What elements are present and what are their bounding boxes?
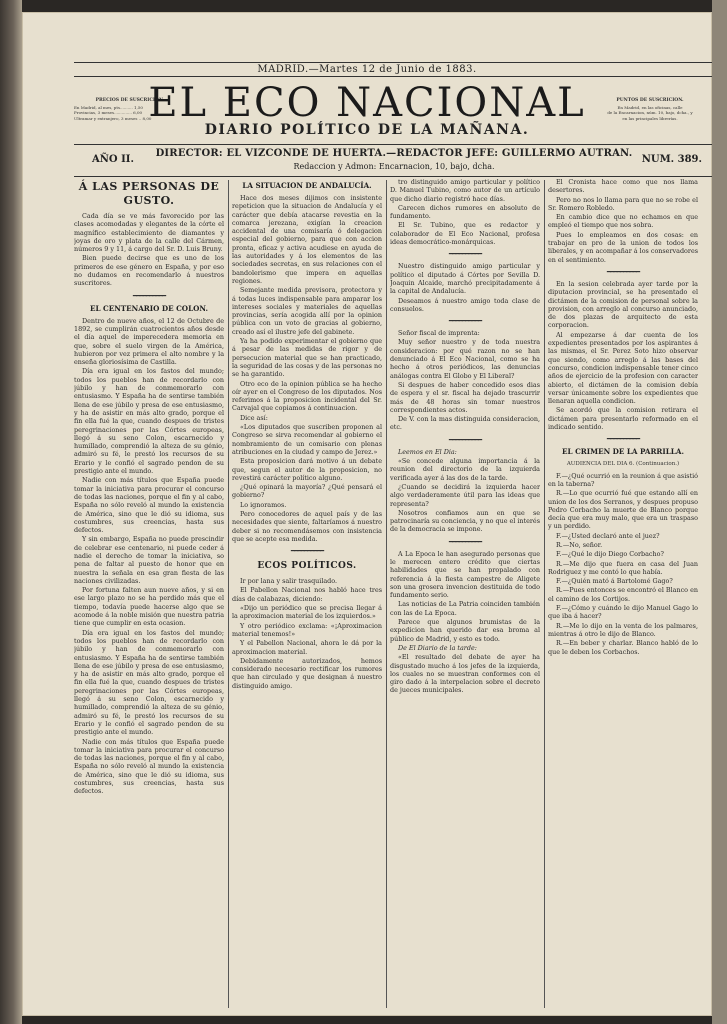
paragraph: Lo ignoramos. [240,500,287,509]
subheading-audiencia: AUDIENCIA DEL DIA 6. (Continuacion.) [566,461,680,468]
paragraph: A La Epoca le han asegurado personas que le merecen entero crédito que ciertas habilidades que se han propalado con referencia á la fiesta campestre de Aligete son una grosera invencion destituida de todo fundamento serio. [390,549,540,600]
paragraph: «El resultado del debate de ayer ha disgustado mucho á los jefes de la izquierda, los cuales no se muestran conformes con el giro dado á la interpelacion sobre el decreto de jueces municipales. [390,653,540,695]
paragraph: Carecen dichos rumores en absoluto de fundamento. [390,203,540,221]
paragraph: tro distinguido amigo particular y político D. Manuel Tubino, como autor de un artículo que dicho diario registró hace días. [390,178,540,203]
section-divider: ━━━━━━━━━━ [290,547,324,556]
paragraph: Si despues de haber concedido esos dias de espera y el sr. fiscal ha dejado trascurrir más de 48 horas sin tomar nuestros correspondientes actos. [390,380,540,414]
paragraph: Pues lo empleamos en dos cosas: en trabajar en pro de la union de todos los liberales, y en acompañar á los conservadores en el sentimiento. [548,230,698,264]
paragraph: Muy señor nuestro y de toda nuestra consideracion: por qué razon no se han denunciado á El Eco Nacional, como se ha hecho á otros periódicos, las denuncias análogas contra El Globo y El Liberal? [390,338,540,380]
paragraph: ¿Qué opinará la mayoría? ¿Qué pensará el gobierno? [232,483,382,500]
paragraph: El Pabellon Nacional nos habló hace tres días de calabazas, diciendo: [232,586,382,603]
section-divider: ━━━━━━━━━━ [606,267,640,276]
issue-year: AÑO II. [92,154,134,165]
paragraph: R.—Me lo dijo en la venta de los palmares, mientras á otro le dijo de Blanco. [548,621,698,638]
headline-situacion-andalucia: LA SITUACION DE ANDALUCÍA. [242,181,372,190]
section-divider: ━━━━━━━━━━ [448,250,482,259]
section-divider: ━━━━━━━━━━ [448,317,482,326]
column-3 [390,178,540,1016]
section-divider: ━━━━━━━━━━ [448,435,482,444]
column-2 [232,178,382,1016]
paragraph: Hace dos meses dijimos con insistente repeticion que la situacion de Andalucía y el carácter que debía atacarse revestia en la comarca jerezana, exigían la creacion accidental de una comisaría ó delegacion especial del gobierno, para que con accion pronta, eficaz y activa acudiese en ayuda de las autoridades y á los elementos de las sociedades secretas, en sus relaciones con el bandolerismo que impera en aquellas regiones. [232,194,382,285]
paragraph: Dentro de nueve años, el 12 de Octubre de 1892, se cumplirán cuatrocientos años desde el día aquel de imperecedera memoria en que, sobre el suelo virgen de la América, hubieron por vez primera el alto nombre y la enseña gloriosísima de Castilla. [74,316,224,367]
page-edge-right [712,0,727,1024]
subscription-points-title: PUNTOS DE SUSCRICION. [616,98,684,103]
paragraph: En cambio dice que no echamos en que empleó el tiempo que nos sobra. [548,213,698,230]
header-rule-mid [74,76,712,77]
paragraph: F.—¿Qué ocurrió en la reunion á que asistió en la taberna? [548,471,698,488]
quote-heading: Leemos en El Dia: [398,447,457,456]
info-bar [74,146,712,176]
paragraph: Pero conocedores de aquel país y de las necesidades que siente, faltaríamos á nuestro deber si no recomendásemos con insistencia que se acepte esa medida. [232,509,382,543]
paragraph: Bien puede decirse que es uno de los primeros de ese género en España, y por eso no dudamos en recomendarlo á nuestros suscritores. [74,254,224,288]
quote-heading: De El Diario de la tarde: [398,643,477,652]
subscription-points-block [594,98,706,121]
points-line: En Madrid, en las oficinas, calle [617,104,683,110]
column-rule [386,180,387,1008]
paragraph: R.—Lo que ocurrió fué que estando allí en union de los dos Serranos, y despues propuso Pedro Corbacho la muerte de Blanco porque decía que era muy malo, que era un traspaso y un perdido. [548,489,698,531]
paragraph: Día era igual en los fastos del mundo; todos los pueblos han de recordarlo con júbilo y han de conmemorarlo con entusiasmo. Y España ha de sentirse también llena de ese júbilo y presa de ese entusiasmo, y ha de asistir en más alto grado, porque el fin ella fué la que, cuando despues de tristes peregrinaciones por las Córtes europeas, llegó á su seno Colon, escarnecido y humillado, comprendió la alteza de su génio, admiró su fé, le prestó los recursos de su Erario y le confió el sagrado pendon de su prestigio ante el mundo. [74,367,224,476]
paragraph: Y otro periódico exclama: «¡Aproximacion material tenemos!» [232,621,382,638]
price-line: Provincias, 3 meses.............. 6,00 [74,110,143,115]
masthead-subtitle: DIARIO POLÍTICO DE LA MAÑANA. [204,122,530,138]
paragraph: Deseamos á nuestro amigo toda clase de consuelos. [390,296,540,313]
address-line: Redaccion y Admon: Encarnacion, 10, bajo, dcha. [293,162,495,171]
paragraph: Debidamente autorizados, hemos considerado necesario rectificar los rumores que han circulado y que designan á nuestro distinguido amigo. [232,656,382,690]
price-line: Ultramar y extranjero, 3 meses .. 8,00 [74,115,152,121]
section-divider: ━━━━━━━━━━ [448,537,482,546]
paragraph: «Se concede alguna importancia á la reunion del directorio de la izquierda verificada ayer á las dos de la tarde. [390,457,540,482]
paragraph: Nosotros confiamos aun en que se patrocinaría su conciencia, y no que el interés de la democracia se impone. [390,508,540,534]
header-rule-lower [74,144,712,145]
paragraph: Parece que algunos brumistas de la expedicion han querido dar esa broma al público de Madrid, y esto es todo. [390,618,540,643]
paragraph: Y sin embargo, España no puede prescindir de celebrar ese centenario, ni puede ceder á nadie el derecho de tomar la iniciativa, so pena de faltar al puesto de honor que en nuestra la señala en esa gran fiesta de las naciones civilizadas. [74,535,224,585]
paragraph: R.—No, señor. [556,540,603,549]
price-line: En Madrid, al mes, pts.......... 1,50 [74,104,143,110]
paragraph: Al empezarse á dar cuenta de los expedientes presentados por los aspirantes á las mismas, el Sr. Perez Soto hizo observar que siendo, como arreglo á las bases del concurso, condicion indispensable tener cinco años de ejercicio de la profesion con caracter abierto, el dictámen de la comision debía versar únicamente sobre los expedientes que llenaran aquella condicion. [548,330,698,406]
paragraph: Ir por lana y salir trasquilado. [240,577,338,586]
paragraph: Nadie con más títulos que España puede tomar la iniciativa para procurar el concurso de todas las naciones, porque el fin y al cabo, España no sólo reveló al mundo la existencia de América, sino que le dió su idioma, sus costumbres, sus creencias, hasta sus defectos. [74,737,224,796]
paragraph: R.—Me dijo que fuera en casa del Juan Rodriguez y me contó lo que había. [548,559,698,576]
director-line: DIRECTOR: EL VIZCONDE DE HUERTA.—REDACTOR JEFE: GUILLERMO AUTRAN. [155,148,633,159]
paragraph: F.—¿Usted declaró ante el juez? [556,531,660,540]
paragraph: Día era igual en los fastos del mundo; todos los pueblos han de recordarlo con júbilo y han de conmemorarlo con entusiasmo. Y España ha de sentirse también llena de ese júbilo y presa de ese entusiasmo, y ha de asistir en más alto grado, porque el fin ella fué la que, cuando despues de tristes peregrinaciones por las Córtes europeas, llegó á su seno Colon, escarnecido y humillado, comprendió la alteza de su génio, admiró su fé, le prestó los recursos de su Erario y le confió el sagrado pendon de su prestigio ante el mundo. [74,628,224,737]
paragraph: Cada día se ve más favorecido por las clases acomodadas y elegantes de la córte el magnífico establecimiento de diamantes y joyas de oro y plata de la calle del Cármen, números 9 y 11, á cargo del Sr. D. Luis Bruny. [74,212,224,254]
book-spine-edge [0,0,22,1024]
headline-crimen-parrilla: EL CRIMEN DE LA PARRILLA. [562,447,684,457]
column-rule [228,180,229,1008]
paragraph: En la sesion celebrada ayer tarde por la diputacion provincial, se ha presentado el dictámen de la comision de personal sobre la provision, con arreglo al concurso anunciado, de dos plazas de arquitecto de esta corporacion. [548,279,698,330]
paragraph: Las noticias de La Patria coinciden también con las de La Epoca. [390,600,540,617]
subscription-prices-title: PRECIOS DE SUSCRICION. [95,98,165,103]
paragraph: Dice así: [240,413,268,422]
paragraph: R.—En beber y charlar. Blanco habló de lo que le deben los Corbachos. [548,639,698,656]
header-rule-top [74,62,712,63]
paragraph: R.—Pues entonces se encontró el Blanco en el camino de los Cortijos. [548,586,698,603]
masthead-title: EL ECO NACIONAL [148,80,586,126]
dateline: MADRID.—Martes 12 de Junio de 1883. [257,64,477,75]
paragraph: F.—¿Qué le dijo Diego Corbacho? [556,550,664,559]
headline-centenario-colon: EL CENTENARIO DE COLON. [90,303,208,313]
paragraph: Pero no nos lo llama para que no se robe el Sr. Romero Robledo. [548,195,698,212]
section-divider: ━━━━━━━━━━ [132,291,166,300]
paragraph: Se acordó que la comision retirara el dictámen para presentarlo reformado en el indicado sentido. [548,406,698,432]
paragraph: F.—¿Cómo y cuándo le dijo Manuel Gago lo que iba á hacer? [548,604,698,621]
paragraph: «Dijo un periódico que se precisa llegar á la aproximacion material de los izquierdos.» [232,604,382,621]
paragraph: Esta proposicion dará motivo á un debate que, segun el autor de la proposicion, no revestirá carácter político alguno. [232,457,382,482]
headline-personas-gusto: Á LAS PERSONAS DE GUSTO. [78,180,220,207]
paragraph: F.—¿Quién mató á Bartolomé Gago? [556,577,673,586]
column-4 [548,178,698,1016]
paragraph: El Cronista hace como que nos llama desertores. [548,178,698,195]
column-1 [74,178,224,1016]
paragraph: Semejante medida previsora, protectora y á todas luces indispensable para amparar los intereses sociales y materiales de aquellas provincias, sería acogida allí por la opinion pública con un voto de gracias al gobierno, creado así el ilustre jefe del gabinete. [232,286,382,336]
newspaper-page [22,12,712,1016]
paragraph: «Los diputados que suscriben proponen al Congreso se sirva recomendar al gobierno el nombramiento de un comisario con plenas atribuciones en la ciudad y campo de Jerez.» [232,423,382,456]
paragraph: Señor fiscal de imprenta: [398,329,480,338]
points-line: en las principales librerías. [622,115,678,121]
paragraph: Nadie con más títulos que España puede tomar la iniciativa para procurar el concurso de todas las naciones, porque el fin y al cabo, España no sólo reveló al mundo la existencia de América, sino que le dió su idioma, sus costumbres, sus creencias, hasta sus defectos. [74,476,224,535]
points-line: de la Encarnacion, núm. 10, bajo, dcha., y [607,110,693,115]
paragraph: Ya ha podido experimentar el gobierno que á pesar de las medidas de rigor y de persecucion material que se han practicado, la seguridad de las cosas y de las personas no se ha garantido. [232,337,382,379]
paragraph: Por fortuna falten aun nueve años, y si en ese largo plazo no se ha perdido más que el tiempo, todavía puede hacerse algo que se acomode á la noble misión que nuestra patria tiene que cumplir en esta ocasion. [74,586,224,628]
column-rule [544,180,545,1008]
paragraph: Y el Pabellon Nacional, ahora le dá por la aproximacion material. [232,639,382,656]
issue-number: NUM. 389. [641,154,702,165]
paragraph: ¿Cuando se decidirá la izquierda hacer algo verdaderamente útil para las ideas que representa? [390,482,540,508]
headline-ecos-politicos: ECOS POLÍTICOS. [257,561,357,572]
section-divider: ━━━━━━━━━━ [606,435,640,444]
paragraph: Otro eco de la opinion pública se ha hecho oír ayer en el Congreso de los diputados. Nos referimos á la proposicion incidental del Sr. Carvajal que copiamos á continuacion. [232,379,382,413]
paragraph: De V. con la mas distinguida consideracion, etc. [390,415,540,432]
header-rule-bottom [74,176,712,177]
paragraph: Nuestro distinguido amigo particular y político el diputado á Córtes por Sevilla D. Joaquin Alcaide, marchó precipitadamente á la capital de Andalucía. [390,262,540,296]
paragraph: El Sr. Tubino, que es redactor y colaborador de El Eco Nacional, profesa ideas democrático-monárquicas. [390,221,540,247]
